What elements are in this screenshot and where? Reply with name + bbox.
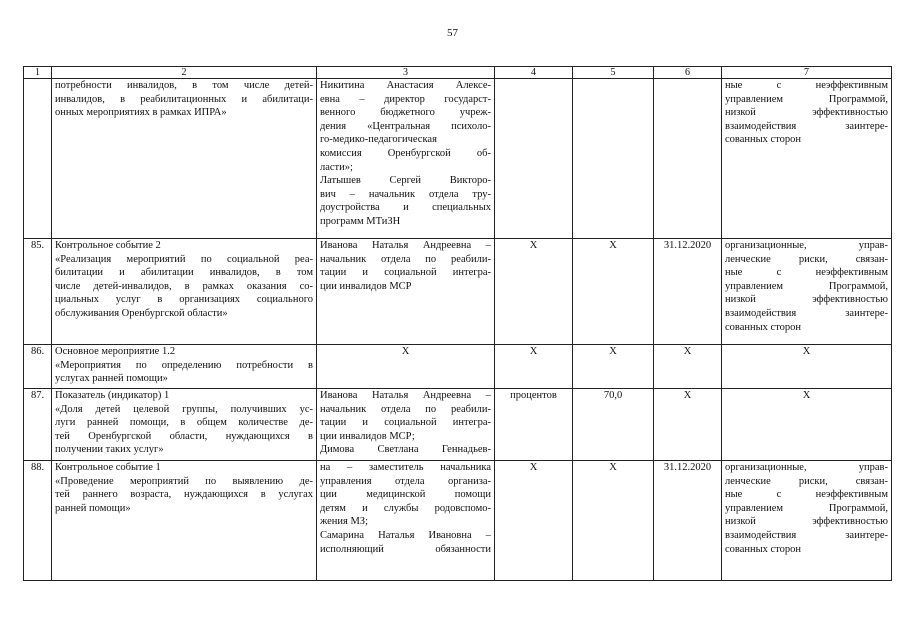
responsible-cell [317,239,495,345]
value-cell: Х [573,239,654,345]
text-line: исполняющий обязанности [320,543,491,555]
text-line: управлением Программой, [725,502,888,514]
program-table [23,66,892,581]
row-number-cell: 88. [24,461,52,581]
text-line: на – заместитель начальника [320,462,491,473]
text-line: управлением Программой, [725,280,888,292]
text-line: тации и социальной интегра- [320,267,491,279]
text-line: Самарина Наталья Ивановна – [320,529,491,541]
column-number: 4 [495,67,573,79]
activity-cell [52,239,317,345]
unit-cell: процентов [495,389,573,461]
column-number: 7 [722,67,892,79]
text-line: взаимодействия заинтере- [725,120,888,132]
text-line: Основное мероприятие 1.2 [55,346,176,357]
risks-cell [722,79,892,239]
column-numbers-row [24,67,892,79]
text-line: тации и социальной интегра- [320,417,491,429]
row-number-cell: 86. [24,345,52,389]
text-line: обслуживания Оренбургской области» [55,307,228,319]
text-line: услугах ранней помощи» [55,373,168,385]
table-row [24,239,892,345]
text-line: ленческие риски, связан- [725,253,888,265]
text-line: Показатель (индикатор) 1 [55,390,170,401]
text-line: Димова Светлана Геннадьев- [320,444,491,456]
text-line: циальных услуг в организациях социального [55,294,313,306]
text-line: детям и службы родовспомо- [320,502,491,514]
text-line: сованных сторон [725,134,802,146]
text-line: потребности инвалидов, в том числе детей- [55,80,313,91]
text-line: ции инвалидов МСР [320,280,412,292]
text-line: взаимодействия заинтере- [725,529,888,541]
date-cell: Х [654,345,722,389]
text-line: дения «Центральная психоло- [320,120,491,132]
text-line: го-медико-педагогическая [320,134,437,146]
text-line: получении таких услуг» [55,444,164,456]
activity-cell [52,461,317,581]
table-row [24,389,892,461]
text-line: комиссия Оренбургской об- [320,147,491,159]
text-line: ранней помощи» [55,502,131,514]
text-line: низкой эффективностью [725,294,888,306]
text-line: организационные, управ- [725,462,888,473]
unit-cell: Х [495,239,573,345]
date-cell: 31.12.2020 [654,461,722,581]
text-line: организационные, управ- [725,240,888,251]
table-row [24,79,892,239]
column-number: 3 [317,67,495,79]
text-line: Латышев Сергей Викторо- [320,175,491,187]
activity-cell [52,79,317,239]
text-line: евна – директор государст- [320,93,491,105]
text-line: ленческие риски, связан- [725,475,888,487]
text-line: тей Оренбургской области, нуждающихся в [55,430,313,442]
text-line: билитации и абилитации инвалидов, в том [55,267,313,279]
date-cell [654,79,722,239]
row-number-cell: 87. [24,389,52,461]
column-number: 2 [52,67,317,79]
text-line: вич – начальник отдела тру- [320,188,491,200]
date-cell: 31.12.2020 [654,239,722,345]
row-number-cell [24,79,52,239]
text-line: «Проведение мероприятий по выявлению де- [55,475,313,487]
text-line: ные с неэффективным [725,267,888,279]
text-line: низкой эффективностью [725,516,888,528]
text-line: «Реализация мероприятий по социальной реа- [55,253,313,265]
unit-cell: Х [495,461,573,581]
text-line: низкой эффективностью [725,107,888,119]
activity-cell [52,345,317,389]
responsible-cell [317,461,495,581]
text-line: Никитина Анастасия Алексе- [320,80,491,91]
date-cell: Х [654,389,722,461]
text-line: Иванова Наталья Андреевна – [320,390,491,401]
text-line: ные с неэффективным [725,489,888,501]
value-cell: Х [573,345,654,389]
risks-cell [722,461,892,581]
value-cell: 70,0 [573,389,654,461]
text-line: ции инвалидов МСР; [320,430,415,442]
responsible-cell [317,79,495,239]
text-line: начальник отдела по реабили- [320,253,491,265]
text-line: ции медицинской помощи [320,489,491,501]
responsible-cell: Х [317,345,495,389]
text-line: жения МЗ; [320,516,368,528]
text-line: ласти»; [320,161,353,173]
page-number: 57 [447,27,458,39]
text-line: сованных сторон [725,321,802,333]
text-line: «Доля детей целевой группы, получивших ус- [55,403,313,415]
text-line: онных мероприятиях в рамках ИПРА» [55,107,227,119]
value-cell: Х [573,461,654,581]
text-line: Иванова Наталья Андреевна – [320,240,491,251]
unit-cell: Х [495,345,573,389]
text-line: «Мероприятия по определению потребности в [55,359,313,371]
text-line: сованных сторон [725,543,802,555]
text-line: взаимодействия заинтере- [725,307,888,319]
text-line: инвалидов, в реабилитационных и абилитаци- [55,93,313,105]
text-line: доустройства и специальных [320,202,491,214]
value-cell [573,79,654,239]
text-line: тей раннего возраста, нуждающихся в услугах [55,489,313,501]
text-line: Контрольное событие 2 [55,240,161,251]
text-line: программ МТиЗН [320,215,401,227]
column-number: 5 [573,67,654,79]
text-line: управлением Программой, [725,93,888,105]
risks-cell: Х [722,389,892,461]
activity-cell [52,389,317,461]
text-line: Контрольное событие 1 [55,462,161,473]
column-number: 1 [24,67,52,79]
text-line: числе детей-инвалидов, в рамках оказания со- [55,280,313,292]
text-line: управления отдела организа- [320,475,491,487]
column-number: 6 [654,67,722,79]
table-row [24,345,892,389]
row-number-cell: 85. [24,239,52,345]
unit-cell [495,79,573,239]
risks-cell: Х [722,345,892,389]
risks-cell [722,239,892,345]
text-line: ные с неэффективным [725,80,888,91]
table-row [24,461,892,581]
text-line: начальник отдела по реабили- [320,403,491,415]
text-line: венного бюджетного учреж- [320,107,491,119]
responsible-cell [317,389,495,461]
text-line: луги ранней помощи, в общем количестве де- [55,417,313,429]
